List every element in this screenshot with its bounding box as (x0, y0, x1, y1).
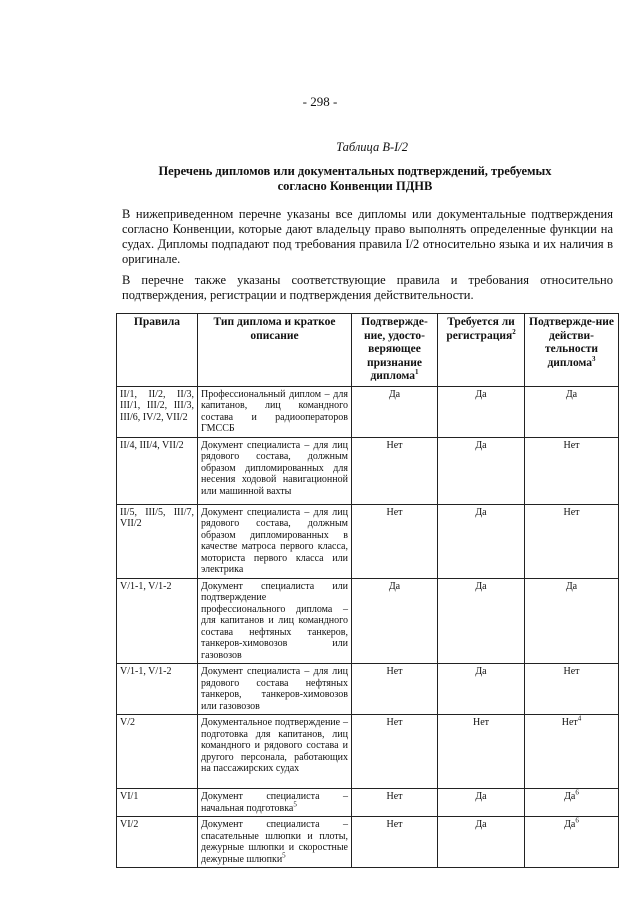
endorsement-cell: Нет (352, 715, 438, 789)
certificates-table (116, 313, 619, 868)
revalidation-cell: Нет$^4$ (525, 715, 619, 789)
header-cell: Тип диплома и краткое описание (198, 314, 352, 387)
description-cell: Документ специалиста – для лиц рядового состава, должным образом дипломированных для несения ходовой навигационной или машинной вахты (198, 437, 352, 504)
registration-cell: Нет (438, 715, 525, 789)
table-row (117, 817, 619, 868)
rules-cell: V/1-1, V/1-2 (117, 578, 198, 664)
endorsement-cell: Нет (352, 504, 438, 578)
table-row (117, 789, 619, 817)
description-cell: Документ специалиста – спасательные шлюпки и плоты, дежурные шлюпки и скоростные дежурные шлюпки$^5$ (198, 817, 352, 868)
table-row (117, 504, 619, 578)
table-header-row (117, 314, 619, 387)
description-cell: Документ специалиста или подтверждение профессионального диплома – для капитанов и лиц командного состава нефтяных танкеров, танкеров-химовозов или газовозов (198, 578, 352, 664)
endorsement-cell: Нет (352, 437, 438, 504)
registration-cell: Да (438, 817, 525, 868)
header-cell: Правила (117, 314, 198, 387)
header-cell: Требуется ли регистрация$^2$ (438, 314, 525, 387)
registration-cell: Да (438, 789, 525, 817)
endorsement-cell: Да (352, 578, 438, 664)
registration-cell: Да (438, 664, 525, 715)
table-caption: Таблица B-I/2 (336, 140, 408, 154)
header-cell: Подтвержде-ние, удосто-веряющее признание диплома$^1$ (352, 314, 438, 387)
rules-cell: II/4, III/4, VII/2 (117, 437, 198, 504)
page-number: - 298 - (302, 94, 338, 109)
revalidation-cell: Нет (525, 664, 619, 715)
description-cell: Документ специалиста – для лиц рядового состава нефтяных танкеров, танкеров-химовозов или газовозов (198, 664, 352, 715)
table-row (117, 578, 619, 664)
rules-cell: V/1-1, V/1-2 (117, 664, 198, 715)
endorsement-cell: Нет (352, 789, 438, 817)
description-cell: Документ специалиста – начальная подготовка$^5$ (198, 789, 352, 817)
endorsement-cell: Нет (352, 817, 438, 868)
rules-cell: V/2 (117, 715, 198, 789)
rules-cell: VI/2 (117, 817, 198, 868)
revalidation-cell: Да (525, 578, 619, 664)
table-heading: Перечень дипломов или документальных подтверждений, требуемых согласно Конвенции ПДНВ (158, 164, 552, 193)
rules-cell: VI/1 (117, 789, 198, 817)
description-cell: Документ специалиста – для лиц рядового состава, должным образом дипломированных в качестве матроса первого класса, моториста первого класса или электрика (198, 504, 352, 578)
registration-cell: Да (438, 437, 525, 504)
description-cell: Документальное подтверждение – подготовка для капитанов, лиц командного и рядового состава и другого персонала, работающих на пассажирских судах (198, 715, 352, 789)
revalidation-cell: Нет (525, 504, 619, 578)
revalidation-cell: $Да^6$ (525, 789, 619, 817)
table-row (117, 386, 619, 437)
table-row (117, 715, 619, 789)
registration-cell: Да (438, 386, 525, 437)
header-cell: Подтвержде-ние действи-тельности диплома$^3$ (525, 314, 619, 387)
endorsement-cell: Нет (352, 664, 438, 715)
rules-cell: II/5, III/5, III/7, VII/2 (117, 504, 198, 578)
revalidation-cell: Нет (525, 437, 619, 504)
rules-cell: II/1, II/2, II/3, III/1, III/2, III/3, III/6, IV/2, VII/2 (117, 386, 198, 437)
second-paragraph: В перечне также указаны соответствующие правила и требования относительно подтверждения, регистрации и подтверждения действительности. (122, 273, 613, 302)
registration-cell: Да (438, 504, 525, 578)
table-row (117, 437, 619, 504)
endorsement-cell: Да (352, 386, 438, 437)
description-cell: Профессиональный диплом – для капитанов, лиц командного состава и радиооператоров ГМССБ (198, 386, 352, 437)
table-row (117, 664, 619, 715)
revalidation-cell: $Да^6$ (525, 817, 619, 868)
revalidation-cell: Да (525, 386, 619, 437)
registration-cell: Да (438, 578, 525, 664)
intro-paragraph: В нижеприведенном перечне указаны все дипломы или документальные подтверждения согласно Конвенции, которые дают владельцу право выполнять определенные функции на судах. Дипломы подпадают под требования правила I/2 относительно языка и их наличия в оригинале. (122, 207, 613, 266)
